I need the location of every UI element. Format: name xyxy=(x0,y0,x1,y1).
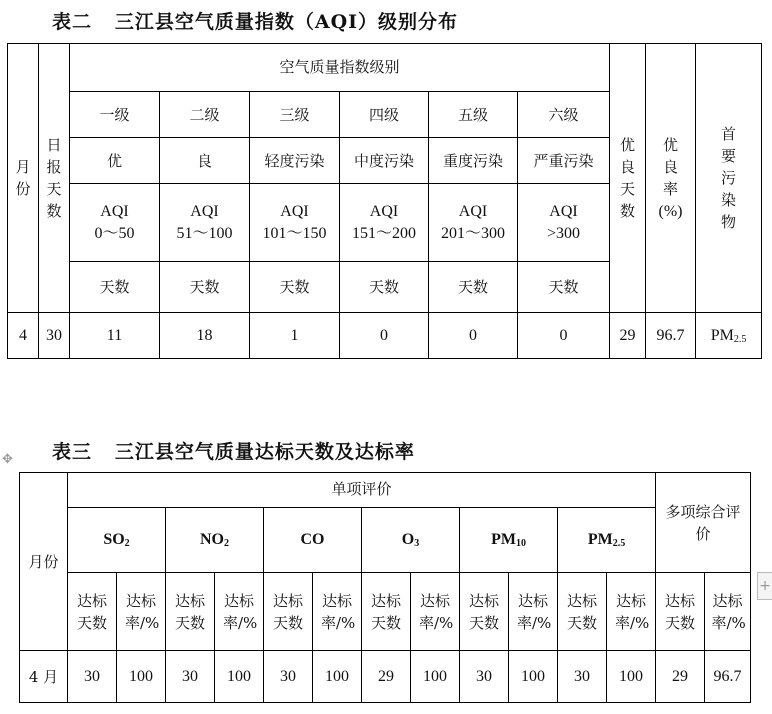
row-good-rate: 96.7 xyxy=(646,313,696,359)
no2-rate: 100 xyxy=(215,651,264,703)
co-rate: 100 xyxy=(313,651,362,703)
pollutant-pm25: $PM_{2.5}$ xyxy=(558,508,656,573)
compliance-table xyxy=(19,472,751,703)
multi-eval-header: 多项综合评价 xyxy=(656,473,751,573)
table-move-handle-icon[interactable]: ✥ xyxy=(2,452,13,467)
o3-rate: 100 xyxy=(411,651,460,703)
pm10-days-header: 达标天数 xyxy=(460,573,509,651)
co-days: 30 xyxy=(264,651,313,703)
level-quality-3: 轻度污染 xyxy=(250,138,340,184)
month-header: 月份 xyxy=(8,44,39,313)
o3-rate-header: 达标率/% xyxy=(411,573,460,651)
level-unit-4: 天数 xyxy=(340,262,429,313)
row-good-days: 29 xyxy=(610,313,646,359)
level-grade-1: 一级 xyxy=(70,92,160,138)
t2-row-month: 4 月 xyxy=(20,651,68,703)
multi-days-header: 达标天数 xyxy=(656,573,705,651)
pollutant-o3: $O_3$ xyxy=(362,508,460,573)
level-quality-1: 优 xyxy=(70,138,160,184)
multi-days: 29 xyxy=(656,651,705,703)
row-level-days-4: 0 xyxy=(340,313,429,359)
aqi-level-table xyxy=(7,43,762,359)
no2-days-header: 达标天数 xyxy=(166,573,215,651)
primary-pollutant-header: 首要污染物 xyxy=(696,44,762,313)
no2-rate-header: 达标率/% xyxy=(215,573,264,651)
co-rate-header: 达标率/% xyxy=(313,573,362,651)
table1-title: 表二 三江县空气质量指数（AQI）级别分布 xyxy=(52,11,459,33)
pollutant-no2: $NO_2$ xyxy=(166,508,264,573)
level-unit-6: 天数 xyxy=(518,262,610,313)
row-report-days: 30 xyxy=(39,313,70,359)
good-days-header: 优良天数 xyxy=(610,44,646,313)
row-level-days-3: 1 xyxy=(250,313,340,359)
no2-days: 30 xyxy=(166,651,215,703)
o3-days: 29 xyxy=(362,651,411,703)
add-column-plus-icon[interactable]: + xyxy=(757,572,772,600)
aqi-level-group-header: 空气质量指数级别 xyxy=(70,44,610,92)
so2-days: 30 xyxy=(68,651,117,703)
level-grade-5: 五级 xyxy=(429,92,518,138)
level-range-6: AQI >300 xyxy=(518,184,610,262)
good-rate-header: 优良率 (%) xyxy=(646,44,696,313)
multi-rate-header: 达标率/% xyxy=(705,573,751,651)
row-level-days-1: 11 xyxy=(70,313,160,359)
level-unit-2: 天数 xyxy=(160,262,250,313)
multi-rate: 96.7 xyxy=(705,651,751,703)
level-quality-5: 重度污染 xyxy=(429,138,518,184)
level-range-1: AQI 0～50 xyxy=(70,184,160,262)
row-month: 4 xyxy=(8,313,39,359)
level-range-2: AQI 51～100 xyxy=(160,184,250,262)
level-quality-2: 良 xyxy=(160,138,250,184)
single-eval-header: 单项评价 xyxy=(68,473,656,508)
level-grade-3: 三级 xyxy=(250,92,340,138)
row-level-days-2: 18 xyxy=(160,313,250,359)
pm25-days: 30 xyxy=(558,651,607,703)
co-days-header: 达标天数 xyxy=(264,573,313,651)
level-range-4: AQI 151～200 xyxy=(340,184,429,262)
row-primary-pollutant: $PM_{2.5}$ xyxy=(696,313,762,359)
pm10-rate-header: 达标率/% xyxy=(509,573,558,651)
so2-rate: 100 xyxy=(117,651,166,703)
pm25-rate-header: 达标率/% xyxy=(607,573,656,651)
o3-days-header: 达标天数 xyxy=(362,573,411,651)
pm10-days: 30 xyxy=(460,651,509,703)
pollutant-so2: $SO_2$ xyxy=(68,508,166,573)
row-level-days-6: 0 xyxy=(518,313,610,359)
level-unit-5: 天数 xyxy=(429,262,518,313)
level-grade-6: 六级 xyxy=(518,92,610,138)
level-unit-1: 天数 xyxy=(70,262,160,313)
level-quality-6: 严重污染 xyxy=(518,138,610,184)
report-days-header: 日报天数 xyxy=(39,44,70,313)
level-quality-4: 中度污染 xyxy=(340,138,429,184)
pm25-days-header: 达标天数 xyxy=(558,573,607,651)
row-level-days-5: 0 xyxy=(429,313,518,359)
t2-month-header: 月份 xyxy=(20,473,68,651)
level-grade-4: 四级 xyxy=(340,92,429,138)
pm25-rate: 100 xyxy=(607,651,656,703)
level-range-5: AQI 201～300 xyxy=(429,184,518,262)
level-range-3: AQI 101～150 xyxy=(250,184,340,262)
so2-days-header: 达标天数 xyxy=(68,573,117,651)
level-grade-2: 二级 xyxy=(160,92,250,138)
so2-rate-header: 达标率/% xyxy=(117,573,166,651)
table2-title: 表三 三江县空气质量达标天数及达标率 xyxy=(52,441,415,463)
level-unit-3: 天数 xyxy=(250,262,340,313)
pollutant-pm10: $PM_{10}$ xyxy=(460,508,558,573)
pm10-rate: 100 xyxy=(509,651,558,703)
pollutant-co: CO xyxy=(264,508,362,573)
